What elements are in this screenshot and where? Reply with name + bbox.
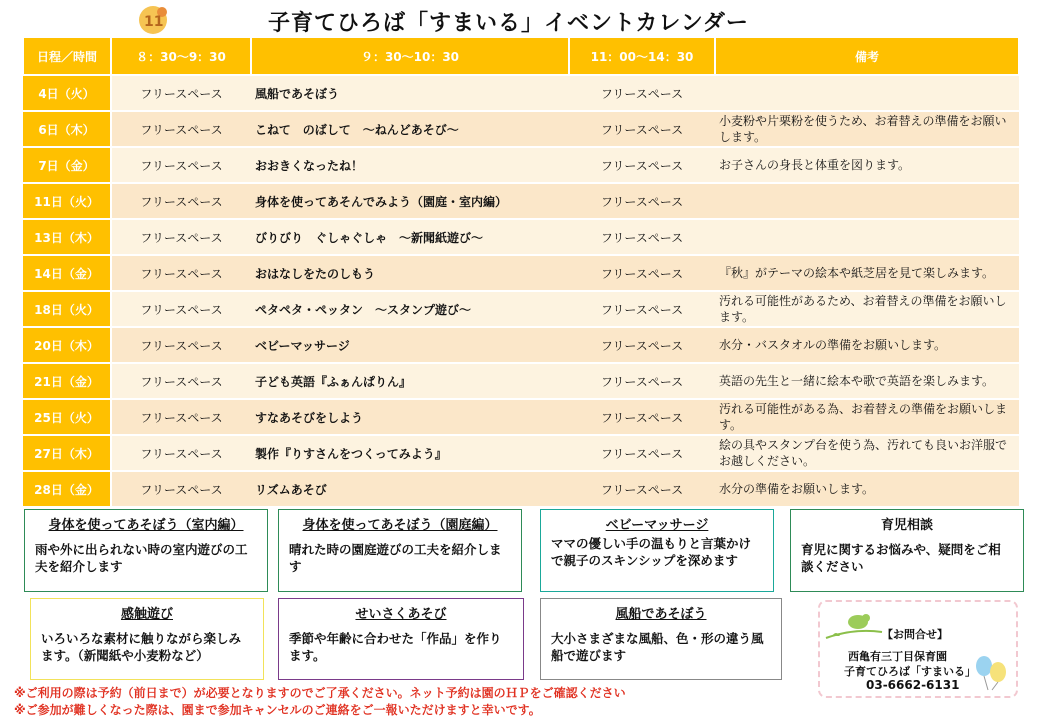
slot1-cell: フリースペース: [111, 111, 251, 147]
info-box-title: せいさくあそび: [355, 607, 447, 622]
note-cell: 『秋』がテーマの絵本や紙芝居を見て楽しみます。: [715, 255, 1019, 291]
slot1-cell: フリースペース: [111, 183, 251, 219]
table-row: [23, 399, 1019, 435]
event-cell: びりびり ぐしゃぐしゃ 〜新聞紙遊び〜: [251, 219, 569, 255]
info-box-crafts: [278, 598, 524, 680]
table-row: [23, 255, 1019, 291]
slot1-cell: フリースペース: [111, 471, 251, 507]
page-title: 子育てひろば「すまいる」イベントカレンダー: [268, 11, 749, 36]
table-header-row: [23, 37, 1019, 75]
date-cell: 4日（火）: [23, 75, 111, 111]
slot3-cell: フリースペース: [569, 291, 715, 327]
contact-phone: 03-6662-6131: [866, 678, 960, 692]
slot3-cell: フリースペース: [569, 147, 715, 183]
note-cell: 水分の準備をお願いします。: [715, 471, 1019, 507]
event-cell: 身体を使ってあそんでみよう（園庭・室内編）: [251, 183, 569, 219]
slot3-cell: フリースペース: [569, 255, 715, 291]
date-cell: 28日（金）: [23, 471, 111, 507]
slot1-cell: フリースペース: [111, 75, 251, 111]
event-cell: こねて のばして 〜ねんどあそび〜: [251, 111, 569, 147]
table-row: [23, 471, 1019, 507]
contact-org: 西亀有三丁目保育園: [848, 650, 947, 663]
balloons-icon: [970, 652, 1010, 692]
note-cell: 汚れる可能性があるため、お着替えの準備をお願いします。: [715, 291, 1019, 327]
info-box-yard-play: [278, 509, 522, 592]
slot3-cell: フリースペース: [569, 363, 715, 399]
info-box-indoor-play: [24, 509, 268, 592]
note-cell: 絵の具やスタンプ台を使う為、汚れても良いお洋服でお越しください。: [715, 435, 1019, 471]
bird-branch-icon: [824, 608, 884, 644]
info-box-body: 雨や外に出られない時の室内遊びの工夫を紹介します: [35, 542, 248, 574]
anniversary-logo: [136, 4, 170, 36]
date-cell: 25日（火）: [23, 399, 111, 435]
slot1-cell: フリースペース: [111, 399, 251, 435]
slot1-cell: フリースペース: [111, 363, 251, 399]
table-row: [23, 75, 1019, 111]
event-cell: 子ども英語『ふぁんぱりん』: [251, 363, 569, 399]
info-box-title: 身体を使ってあそぼう（室内編）: [48, 518, 244, 533]
event-cell: リズムあそび: [251, 471, 569, 507]
info-box-title: 身体を使ってあそぼう（園庭編）: [302, 518, 498, 533]
table-body: [23, 75, 1019, 507]
info-box-body: 晴れた時の園庭遊びの工夫を紹介します: [289, 542, 502, 574]
slot3-cell: フリースペース: [569, 75, 715, 111]
date-cell: 27日（木）: [23, 435, 111, 471]
note-cell: [715, 183, 1019, 219]
slot1-cell: フリースペース: [111, 147, 251, 183]
note-cell: 汚れる可能性がある為、お着替えの準備をお願いします。: [715, 399, 1019, 435]
date-cell: 6日（木）: [23, 111, 111, 147]
table-row: [23, 111, 1019, 147]
info-box-baby-massage: [540, 509, 774, 592]
info-box-body: 季節や年齢に合わせた「作品」を作ります。: [289, 631, 502, 663]
event-cell: おおきくなったね！: [251, 147, 569, 183]
col-header-date: 日程／時間: [23, 37, 111, 75]
note-cell: お子さんの身長と体重を図ります。: [715, 147, 1019, 183]
info-box-title: 育児相談: [880, 518, 933, 533]
notice-reservation: ※ご利用の際は予約（前日まで）が必要となりますのでご了承ください。ネット予約は園のＨＰをご確認ください: [14, 686, 626, 700]
table-row: [23, 363, 1019, 399]
slot3-cell: フリースペース: [569, 219, 715, 255]
note-cell: [715, 219, 1019, 255]
date-cell: 20日（木）: [23, 327, 111, 363]
contact-card: [818, 600, 1018, 698]
col-header-slot1: ８：30〜9：30: [111, 37, 251, 75]
event-cell: ベビーマッサージ: [251, 327, 569, 363]
info-box-body: 育児に関するお悩みや、疑問をご相談ください: [801, 542, 1001, 574]
slot3-cell: フリースペース: [569, 399, 715, 435]
date-cell: 21日（金）: [23, 363, 111, 399]
event-cell: 風船であそぼう: [251, 75, 569, 111]
slot3-cell: フリースペース: [569, 111, 715, 147]
note-cell: 小麦粉や片栗粉を使うため、お着替えの準備をお願いします。: [715, 111, 1019, 147]
slot1-cell: フリースペース: [111, 435, 251, 471]
logo-text: 11: [144, 14, 164, 30]
slot1-cell: フリースペース: [111, 219, 251, 255]
slot3-cell: フリースペース: [569, 327, 715, 363]
event-cell: すなあそびをしよう: [251, 399, 569, 435]
info-box-consultation: [790, 509, 1024, 592]
event-calendar-table: [22, 36, 1020, 508]
note-cell: 英語の先生と一緒に絵本や歌で英語を楽しみます。: [715, 363, 1019, 399]
date-cell: 11日（火）: [23, 183, 111, 219]
table-row: [23, 219, 1019, 255]
info-box-body: いろいろな素材に触りながら楽しみます。（新聞紙や小麦粉など）: [41, 631, 242, 663]
note-cell: [715, 75, 1019, 111]
table-row: [23, 291, 1019, 327]
date-cell: 14日（金）: [23, 255, 111, 291]
event-cell: おはなしをたのしもう: [251, 255, 569, 291]
col-header-slot2: ９：30〜10：30: [251, 37, 569, 75]
contact-name: 子育てひろば「すまいる」: [844, 665, 976, 678]
note-cell: 水分・バスタオルの準備をお願いします。: [715, 327, 1019, 363]
table-row: [23, 327, 1019, 363]
contact-heading: 【お問合せ】: [882, 628, 948, 641]
info-box-body: ママの優しい手の温もりと言葉かけで親子のスキンシップを深めます: [551, 536, 752, 568]
table-row: [23, 147, 1019, 183]
slot3-cell: フリースペース: [569, 183, 715, 219]
notice-cancellation: ※ご参加が難しくなった際は、園まで参加キャンセルのご連絡をご一報いただけますと幸いです。: [14, 703, 541, 717]
slot3-cell: フリースペース: [569, 435, 715, 471]
slot3-cell: フリースペース: [569, 471, 715, 507]
event-cell: ペタペタ・ペッタン 〜スタンプ遊び〜: [251, 291, 569, 327]
date-cell: 7日（金）: [23, 147, 111, 183]
info-box-body: 大小さまざまな風船、色・形の違う風船で遊びます: [551, 631, 764, 663]
slot1-cell: フリースペース: [111, 291, 251, 327]
date-cell: 18日（火）: [23, 291, 111, 327]
col-header-note: 備考: [715, 37, 1019, 75]
info-box-title: 風船であそぼう: [615, 607, 707, 622]
info-box-title: ベビーマッサージ: [605, 518, 709, 533]
table-row: [23, 183, 1019, 219]
event-cell: 製作『りすさんをつくってみよう』: [251, 435, 569, 471]
col-header-slot3: 11：00〜14：30: [569, 37, 715, 75]
slot1-cell: フリースペース: [111, 255, 251, 291]
date-cell: 13日（木）: [23, 219, 111, 255]
info-box-sensory-play: [30, 598, 264, 680]
info-box-title: 感触遊び: [120, 607, 173, 622]
slot1-cell: フリースペース: [111, 327, 251, 363]
info-box-balloons: [540, 598, 782, 680]
table-row: [23, 435, 1019, 471]
